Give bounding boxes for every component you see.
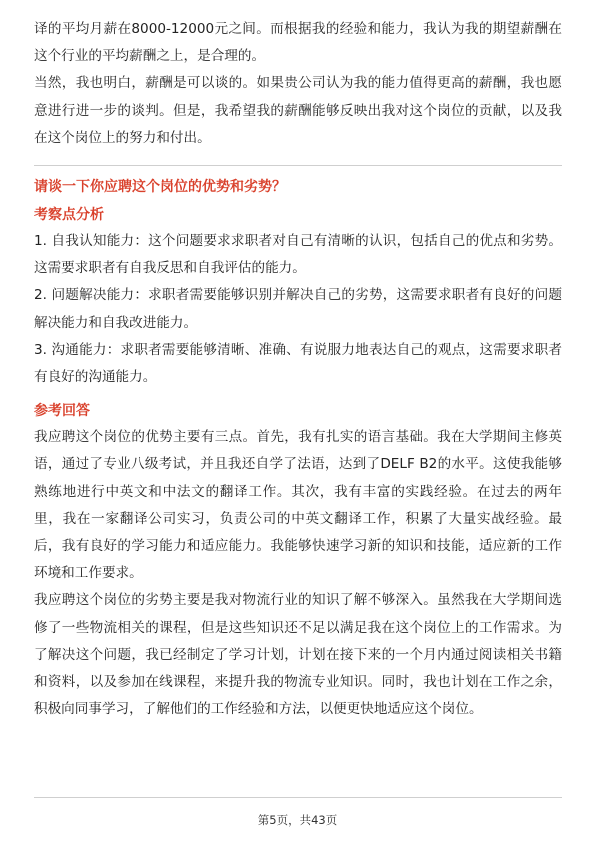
- document-content: [34, 16, 562, 723]
- analysis-heading: 考察点分析: [34, 207, 104, 224]
- question-title: 请谈一下你应聘这个岗位的优势和劣势？: [34, 179, 286, 196]
- page-number: 第5页，共43页: [257, 813, 338, 827]
- answer-paragraph-2: 我应聘这个岗位的劣势主要是我对物流行业的知识了解不够深入。虽然我在大学期间选修了一些物流相关的课程，但是这些知识还不足以满足我在这个岗位上的工作需求。为了解决这个问题，我已经制定了学习计划，计划在接下来的一个月内通过阅读相关书籍和资料，以及参加在线课程，来提升我的物流专业知识。同时，我也计划在工作之余，积极向同事学习，了解他们的工作经验和方法，以便更快地适应这个岗位。: [34, 592, 562, 718]
- salary-paragraph-2: 当然，我也明白，薪酬是可以谈的。如果贵公司认为我的能力值得更高的薪酬，我也愿意进行进一步的谈判。但是，我希望我的薪酬能够反映出我对这个岗位的贡献，以及我在这个岗位上的努力和付出。: [34, 75, 562, 146]
- salary-paragraph-1: 译的平均月薪在8000-12000元之间。而根据我的经验和能力，我认为我的期望薪酬在这个行业的平均薪酬之上，是合理的。: [34, 21, 562, 65]
- analysis-item-2: 2. 问题解决能力：求职者需要能够识别并解决自己的劣势，这需要求职者有良好的问题解决能力和自我改进能力。: [34, 287, 562, 331]
- footer-divider: [34, 797, 562, 798]
- answer-paragraph-1: 我应聘这个岗位的优势主要有三点。首先，我有扎实的语言基础。我在大学期间主修英语，通过了专业八级考试，并且我还自学了法语，达到了DELF B2的水平。这使我能够熟练地进行中英文和中法文的翻译工作。其次，我有丰富的实践经验。在过去的两年里，我在一家翻译公司实习，负责公司的中英文翻译工作，积累了大量实战经验。最后，我有良好的学习能力和适应能力。我能够快速学习新的知识和技能，适应新的工作环境和工作要求。: [34, 429, 562, 582]
- analysis-item-1: 1. 自我认知能力：这个问题要求求职者对自己有清晰的认识，包括自己的优点和劣势。这需要求职者有自我反思和自我评估的能力。: [34, 233, 562, 277]
- analysis-item-3: 3. 沟通能力：求职者需要能够清晰、准确、有说服力地表达自己的观点，这需要求职者有良好的沟通能力。: [34, 341, 562, 386]
- answer-heading: 参考回答: [34, 403, 90, 420]
- section-divider: [34, 165, 562, 166]
